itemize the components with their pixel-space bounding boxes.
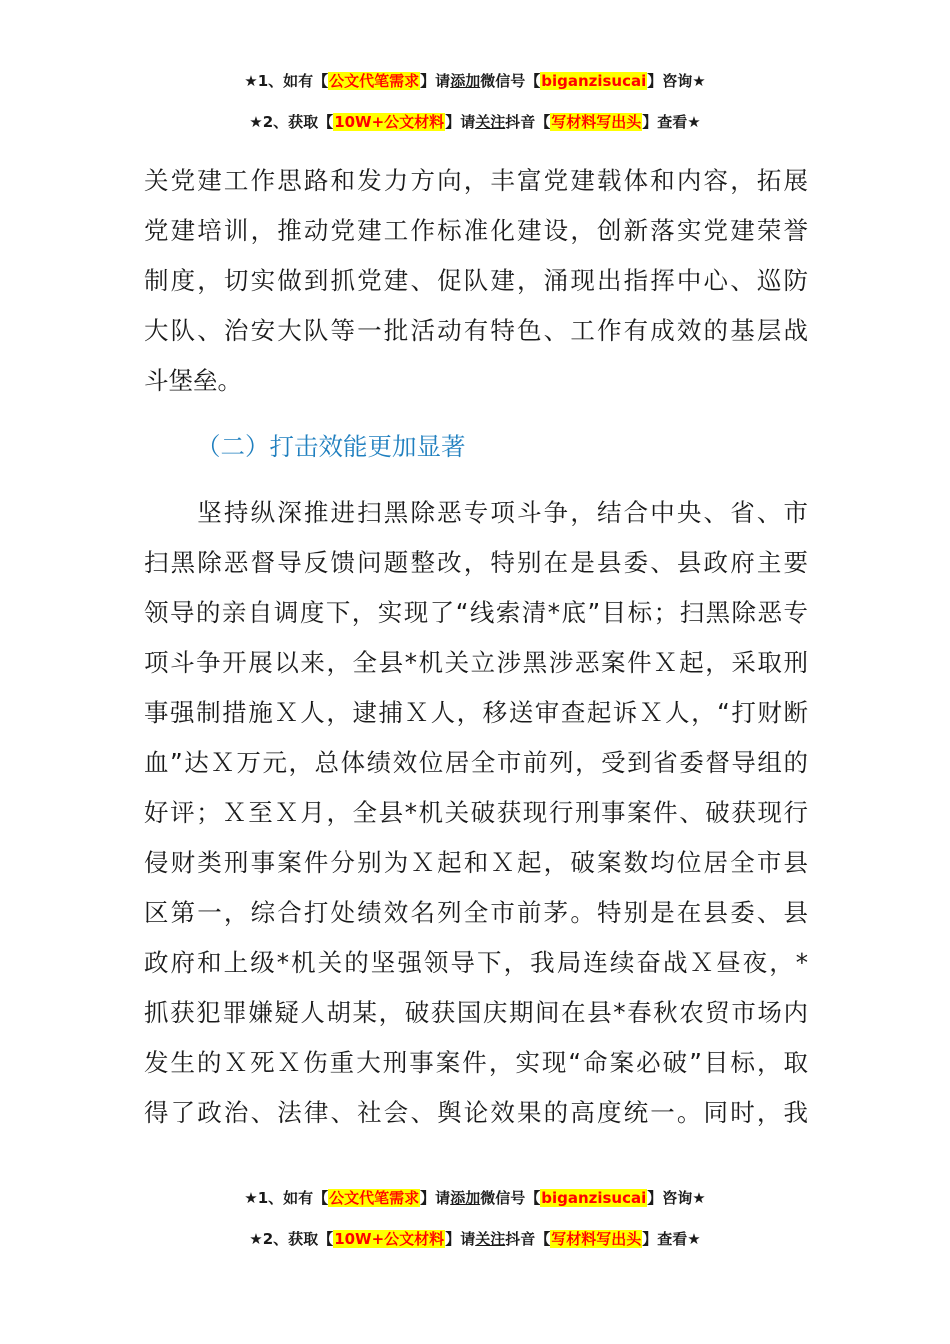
text-line: 坚持纵深推进扫黑除恶专项斗争，结合中央、省、市: [144, 498, 808, 527]
promo-text: 微信号【: [480, 72, 541, 90]
promo-text: ★2、获取【: [249, 113, 334, 131]
promo-text: 】咨询★: [647, 1189, 706, 1207]
text-line: 党建培训，推动党建工作标准化建设，创新落实党建荣誉: [144, 216, 808, 245]
promo-text: ★1、如有【: [244, 72, 329, 90]
promo-text: 】请: [445, 113, 476, 131]
promo-text: 】请: [420, 1189, 451, 1207]
promo-highlight: 公文代笔需求: [329, 72, 420, 90]
header-promo-line-1: [0, 70, 950, 92]
paragraph-1: [144, 156, 808, 406]
promo-highlight: 写材料写出头: [551, 1230, 642, 1248]
promo-highlight: biganzisucai: [541, 72, 647, 90]
promo-text: ★2、获取【: [249, 1230, 334, 1248]
promo-text: 抖音【: [505, 1230, 551, 1248]
text-line: 得了政治、法律、社会、舆论效果的高度统一。同时，我: [144, 1098, 808, 1127]
header-promo-line-2: [0, 111, 950, 133]
text-line: 好评；Ｘ至Ｘ月，全县*机关破获现行刑事案件、破获现行: [144, 798, 808, 827]
promo-text: 】咨询★: [647, 72, 706, 90]
footer-promo-line-2: [0, 1228, 950, 1250]
promo-highlight: 写材料写出头: [551, 113, 642, 131]
text-line: 侵财类刑事案件分别为Ｘ起和Ｘ起，破案数均位居全市县: [144, 848, 808, 877]
promo-highlight: biganzisucai: [541, 1189, 647, 1207]
promo-text: 微信号【: [480, 1189, 541, 1207]
promo-underline: 关注: [475, 1230, 506, 1248]
footer-promo-line-1: [0, 1187, 950, 1209]
promo-underline: 添加: [450, 72, 481, 90]
promo-text: 抖音【: [505, 113, 551, 131]
promo-text: 】请: [420, 72, 451, 90]
text-line: 斗堡垒。: [144, 366, 242, 395]
text-line: 大队、治安大队等一批活动有特色、工作有成效的基层战: [144, 316, 808, 345]
promo-underline: 添加: [450, 1189, 481, 1207]
text-line: 扫黑除恶督导反馈问题整改，特别在是县委、县政府主要: [144, 548, 808, 577]
text-line: 领导的亲自调度下，实现了“线索清*底”目标；扫黑除恶专: [144, 598, 808, 627]
text-line: 发生的Ｘ死Ｘ伤重大刑事案件，实现“命案必破”目标，取: [144, 1048, 808, 1077]
promo-underline: 关注: [475, 113, 506, 131]
promo-highlight: 10W+公文材料: [334, 1230, 445, 1248]
text-line: 区第一，综合打处绩效名列全市前茅。特别是在县委、县: [144, 898, 808, 927]
promo-text: ★1、如有【: [244, 1189, 329, 1207]
text-line: 政府和上级*机关的坚强领导下，我局连续奋战Ｘ昼夜，*: [144, 948, 808, 977]
paragraph-2: [144, 488, 808, 1138]
text-line: 事强制措施Ｘ人，逮捕Ｘ人，移送审查起诉Ｘ人，“打财断: [144, 698, 808, 727]
text-line: 制度，切实做到抓党建、促队建，涌现出指挥中心、巡防: [144, 266, 808, 295]
section-heading: （二）打击效能更加显著: [196, 432, 466, 461]
text-line: 抓获犯罪嫌疑人胡某，破获国庆期间在县*春秋农贸市场内: [144, 998, 808, 1027]
promo-highlight: 10W+公文材料: [334, 113, 445, 131]
promo-text: 】请: [445, 1230, 476, 1248]
promo-text: 】查看★: [642, 1230, 701, 1248]
promo-highlight: 公文代笔需求: [329, 1189, 420, 1207]
text-line: 关党建工作思路和发力方向，丰富党建载体和内容，拓展: [144, 166, 808, 195]
text-line: 血”达Ｘ万元，总体绩效位居全市前列，受到省委督导组的: [144, 748, 808, 777]
promo-text: 】查看★: [642, 113, 701, 131]
text-line: 项斗争开展以来，全县*机关立涉黑涉恶案件Ｘ起，采取刑: [144, 648, 808, 677]
